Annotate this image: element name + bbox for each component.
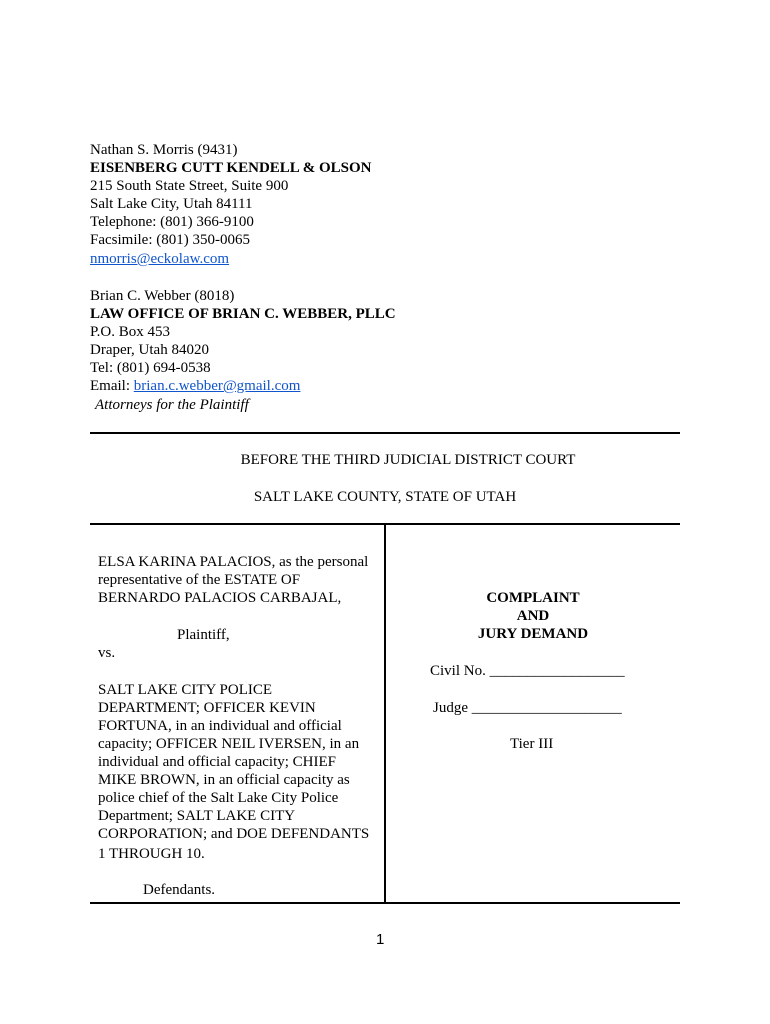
counsel1-address1: 215 South State Street, Suite 900: [90, 178, 289, 194]
judge-assignment: Judge ____________________: [433, 700, 622, 716]
defendant-line: FORTUNA, in an individual and official: [98, 718, 342, 734]
header-divider: [90, 432, 680, 434]
counsel1-facsimile: Facsimile: (801) 350-0065: [90, 232, 250, 248]
defendant-line: SALT LAKE CITY POLICE: [98, 682, 273, 698]
plaintiff-line: ELSA KARINA PALACIOS, as the personal: [98, 554, 369, 570]
counsel2-address2: Draper, Utah 84020: [90, 342, 209, 358]
caption-vertical-rule: [384, 524, 386, 903]
counsel1-firm: EISENBERG CUTT KENDELL & OLSON: [90, 160, 372, 176]
caption-bottom-rule: [90, 902, 680, 904]
defendant-line: CORPORATION; and DOE DEFENDANTS: [98, 826, 370, 842]
counsel2-firm: LAW OFFICE OF BRIAN C. WEBBER, PLLC: [90, 306, 396, 322]
attorneys-for: Attorneys for the Plaintiff: [95, 397, 249, 413]
civil-number: Civil No. __________________: [430, 663, 625, 679]
defendant-line: capacity; OFFICER NEIL IVERSEN, in an: [98, 736, 360, 752]
defendant-line: Department; SALT LAKE CITY: [98, 808, 296, 824]
document-title-line: COMPLAINT: [486, 590, 580, 606]
court-name: BEFORE THE THIRD JUDICIAL DISTRICT COURT: [240, 452, 576, 468]
counsel2-email-link[interactable]: brian.c.webber@gmail.com: [133, 378, 301, 394]
counsel1-name: Nathan S. Morris (9431): [90, 142, 238, 158]
tier-designation: Tier III: [510, 736, 554, 752]
defendant-line: police chief of the Salt Lake City Police: [98, 790, 339, 806]
plaintiff-label: Plaintiff,: [177, 627, 230, 643]
counsel2-email-row: [90, 377, 300, 395]
defendant-line: individual and official capacity; CHIEF: [98, 754, 336, 770]
counsel2-address1: P.O. Box 453: [90, 324, 171, 340]
page-number: 1: [376, 931, 385, 948]
document-title-line: AND: [516, 608, 550, 624]
defendant-line: MIKE BROWN, in an official capacity as: [98, 772, 350, 788]
defendant-line: 1 THROUGH 10.: [98, 846, 205, 862]
counsel2-email-label: Email:: [90, 378, 134, 394]
defendant-line: DEPARTMENT; OFFICER KEVIN: [98, 700, 316, 716]
counsel2-name: Brian C. Webber (8018): [90, 288, 235, 304]
counsel1-email-link[interactable]: nmorris@eckolaw.com: [90, 251, 230, 267]
counsel1-address2: Salt Lake City, Utah 84111: [90, 196, 253, 212]
counsel2-telephone: Tel: (801) 694-0538: [90, 360, 211, 376]
counsel1-telephone: Telephone: (801) 366-9100: [90, 214, 254, 230]
defendants-label: Defendants.: [143, 882, 216, 898]
plaintiff-line: BERNARDO PALACIOS CARBAJAL,: [98, 590, 342, 606]
court-venue: SALT LAKE COUNTY, STATE OF UTAH: [253, 489, 517, 505]
versus: vs.: [98, 645, 116, 661]
plaintiff-line: representative of the ESTATE OF: [98, 572, 301, 588]
document-title-line: JURY DEMAND: [477, 626, 589, 642]
